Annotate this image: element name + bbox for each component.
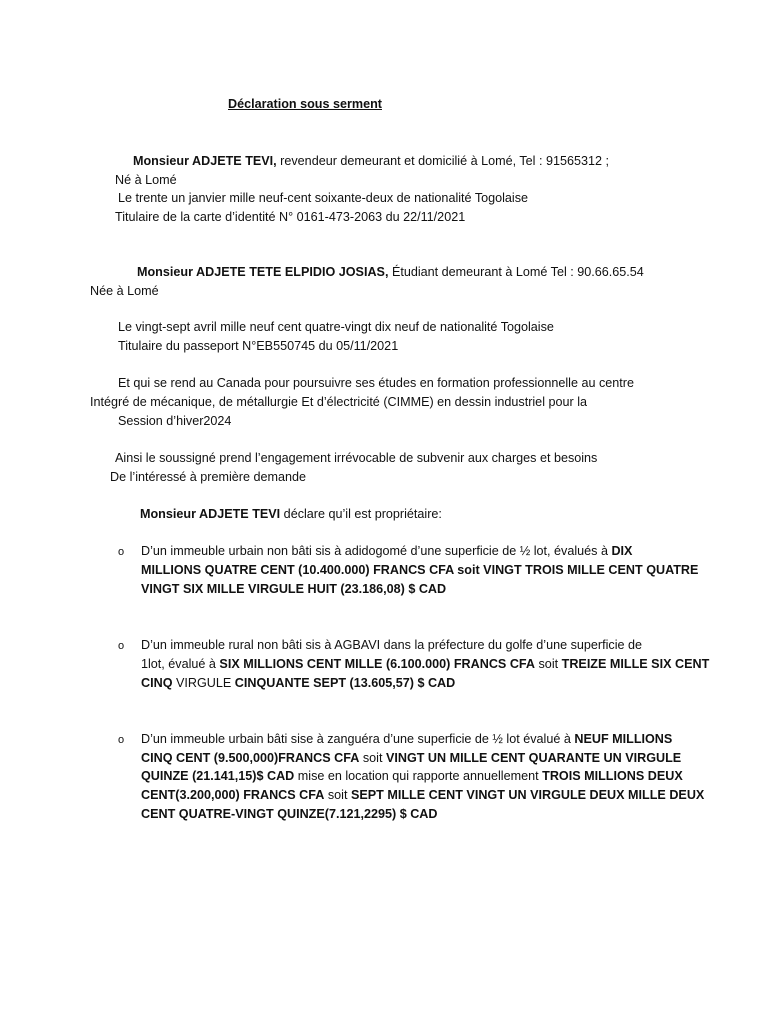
person1-line [133, 152, 609, 170]
property2-text: VIRGULE [172, 676, 235, 690]
bullet-marker: o [118, 734, 125, 746]
property3-value: QUINZE (21.141,15)$ CAD [141, 769, 295, 783]
person1-birth-date: Le trente un janvier mille neuf-cent soixante-deux de nationalité Togolaise [118, 191, 529, 205]
commitment-line-1: Ainsi le soussigné prend l’engagement irrévocable de subvenir aux charges et besoins [115, 451, 598, 465]
property3-value: VINGT UN MILLE CENT QUARANTE UN VIRGULE [385, 751, 682, 765]
property2-line-2 [141, 655, 709, 673]
person1-intro: revendeur demeurant et domicilié à Lomé, Tel : 91565312 ; [276, 154, 609, 168]
purpose-line-1: Et qui se rend au Canada pour poursuivre ses études en formation professionnelle au centre [118, 376, 634, 390]
property3-value: CINQ CENT (9.500,000)FRANCS CFA [141, 751, 360, 765]
person1-id-card: Titulaire de la carte d’identité N° 0161-473-2063 du 22/11/2021 [115, 210, 466, 224]
purpose-line-3: Session d’hiver2024 [118, 414, 232, 428]
property2-line-1: D’un immeuble rural non bâti sis à AGBAVI dans la préfecture du golfe d’une superficie de [141, 638, 643, 652]
person1-birth-place: Né à Lomé [115, 173, 177, 187]
declaration-text: déclare qu’il est propriétaire: [280, 507, 442, 521]
property2-line-3 [141, 674, 455, 692]
person2-birth-date: Le vingt-sept avril mille neuf cent quatre-vingt dix neuf de nationalité Togolaise [118, 320, 554, 334]
property3-value: TROIS MILLIONS DEUX [542, 769, 683, 783]
purpose-line-2: Intégré de mécanique, de métallurgie Et d’électricité (CIMME) en dessin industriel pour la [90, 395, 587, 409]
property3-line-4 [141, 786, 704, 804]
commitment-line-2: De l’intéressé à première demande [110, 470, 307, 484]
property3-value: NEUF MILLIONS [574, 732, 673, 746]
person2-line [137, 263, 644, 281]
person2-passport: Titulaire du passeport N°EB550745 du 05/11/2021 [118, 339, 399, 353]
declaration-name: Monsieur ADJETE TEVI [140, 507, 281, 521]
property2-value: CINQ [141, 676, 173, 690]
person2-name: Monsieur ADJETE TETE ELPIDIO JOSIAS, [137, 265, 389, 279]
bullet-marker: o [118, 546, 125, 558]
bullet-marker: o [118, 640, 125, 652]
property3-text: D’un immeuble urbain bâti sise à zanguéra d’une superficie de ½ lot évalué à [141, 732, 575, 746]
property1-line-3: VINGT SIX MILLE VIRGULE HUIT (23.186,08) $ CAD [141, 582, 447, 596]
property3-text: soit [359, 751, 386, 765]
person1-name: Monsieur ADJETE TEVI, [133, 154, 277, 168]
property3-text: mise en location qui rapporte annuellement [294, 769, 543, 783]
property3-text: soit [324, 788, 351, 802]
property2-text: soit [535, 657, 562, 671]
property2-value: CINQUANTE SEPT (13.605,57) $ CAD [234, 676, 456, 690]
property3-line-1 [141, 730, 672, 748]
person2-intro: Étudiant demeurant à Lomé Tel : 90.66.65.54 [388, 265, 644, 279]
property3-value: SEPT MILLE CENT VINGT UN VIRGULE DEUX MILLE DEUX [350, 788, 705, 802]
property3-line-5: CENT QUATRE-VINGT QUINZE(7.121,2295) $ CAD [141, 807, 438, 821]
property1-value: DIX [611, 544, 633, 558]
property3-line-2 [141, 749, 681, 767]
declaration-line [140, 505, 442, 523]
property1-line-2: MILLIONS QUATRE CENT (10.400.000) FRANCS CFA soit VINGT TROIS MILLE CENT QUATRE [141, 563, 699, 577]
property3-value: CENT(3.200,000) FRANCS CFA [141, 788, 325, 802]
person2-birth-place: Née à Lomé [90, 284, 159, 298]
document-title: Déclaration sous serment [228, 97, 382, 111]
property2-text: 1lot, évalué à [141, 657, 220, 671]
property1-text: D’un immeuble urbain non bâti sis à adidogomé d’une superficie de ½ lot, évalués à [141, 544, 612, 558]
property2-value: SIX MILLIONS CENT MILLE (6.100.000) FRANCS CFA [219, 657, 536, 671]
property3-line-3 [141, 767, 683, 785]
property2-value: TREIZE MILLE SIX CENT [561, 657, 710, 671]
property1-line-1 [141, 542, 632, 560]
